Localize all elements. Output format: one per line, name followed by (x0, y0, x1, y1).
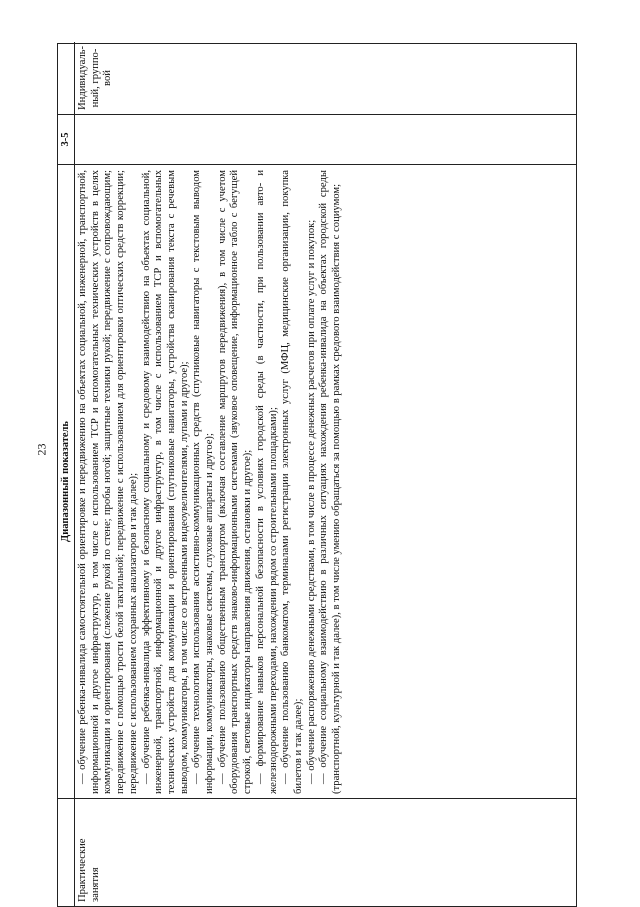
page-number: 23 (34, 443, 49, 456)
header-activity (58, 798, 75, 906)
list-item: — обучение пользованию банкоматом, терминалами регистрации электронных услуг (МФЦ, медицинские организации, покупка билетов и так далее); (280, 170, 304, 794)
list-item: — формирование навыков персональной безопасности в условиях городской среды (в частности, при пользовании авто- и железнодорожными переходами, нахождении рядом со строительными площадками); (254, 170, 279, 794)
list-item: — обучение технологиям использования ассистивно-коммуникационных средств (спутниковые навигаторы с текстовым выводом информации, коммуникаторы, знаковые системы, слуховые аппараты и другое); (191, 170, 216, 794)
list-item: — обучение ребенка-инвалида эффективному и безопасному социальному и средовому взаимодействию на объектах социальной, инженерной, транспортной, информационной и другое инфраструктур, в том числе с использованием ТСР и вспомогательных технических устройств для коммуникации и ориентирования (спутниковые навигаторы, устройства сканирования текста с речевым выводом, коммуникаторы, в том числе со встроенными видеоувеличителями, лупами и другое); (140, 170, 190, 794)
list-item: — обучение распоряжению денежными средствами, в том числе в процессе денежных расчетов при оплате услуг и покупок; (305, 219, 317, 784)
header-indicator: Диапазонный показатель (58, 164, 75, 798)
indicator-list (75, 164, 576, 798)
list-item: — обучение пользованию общественным транспортом (включая составление маршрутов передвижения), в том числе с учетом оборудования транспортных средств знаково-информационными системами (звуковое оповещение, информационное табло с бегущей строкой, световые индикаторы направления движения, остановки и другое); (216, 170, 254, 794)
count-cell (75, 114, 576, 164)
list-item: — обучение ребенка-инвалида самостоятельной ориентировке и передвижению на объектах социальной, инженерной, транспортной, информационной и другое инфраструктур, в том числе с использованием ТСР и вспомогательных технических устройств в целях коммуникации и ориентирования (слежение рукой по стене; пробы ногой; защитные техники рукой; передвижение с сопровождающим; передвижение с помощью трости белой тактильной; передвижение с использованием для ориентировки оптических средств коррекции; передвижение с использованием сохранных анализаторов и так далее); (77, 170, 139, 794)
rotated-table-sheet (57, 43, 577, 907)
activity-label: Практические занятия (75, 798, 576, 906)
form-label: Индивидуаль-ный, группо-вой (77, 45, 113, 110)
header-form (58, 42, 75, 114)
header-count: 3-5 (58, 114, 75, 164)
activity-table (57, 43, 577, 907)
list-item: — обучение социальному взаимодействию в различных ситуациях нахождения ребенка-инвалида на объектах городской среды (транспортной, культурной и так далее), в том числе умению обращаться за помощью в рамках средового взаимодействия с социумом; (318, 170, 343, 794)
